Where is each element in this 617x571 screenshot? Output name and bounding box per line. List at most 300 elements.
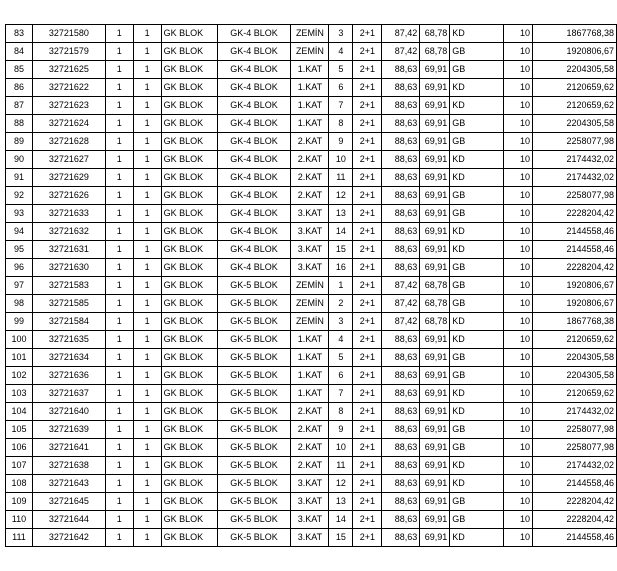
cell-col-a: 1: [105, 259, 133, 277]
cell-block-group: GK BLOK: [161, 457, 217, 475]
cell-row-number: 99: [6, 313, 33, 331]
cell-floor: 3.KAT: [291, 259, 329, 277]
table-row: [6, 43, 617, 61]
table-row: [6, 331, 617, 349]
cell-direction: KD: [450, 25, 504, 43]
cell-floor: 1.KAT: [291, 349, 329, 367]
cell-direction: KD: [450, 79, 504, 97]
cell-block-name: GK-4 BLOK: [217, 115, 291, 133]
cell-room-type: 2+1: [353, 511, 382, 529]
cell-unit-number: 14: [329, 223, 353, 241]
cell-gross-area: 88,63: [382, 187, 420, 205]
cell-room-type: 2+1: [353, 205, 382, 223]
cell-gross-area: 87,42: [382, 25, 420, 43]
cell-floor: ZEMİN: [291, 295, 329, 313]
cell-block-group: GK BLOK: [161, 259, 217, 277]
cell-col-b: 1: [133, 25, 161, 43]
cell-col-b: 1: [133, 97, 161, 115]
cell-col-a: 1: [105, 403, 133, 421]
cell-block-name: GK-4 BLOK: [217, 205, 291, 223]
cell-unit-number: 4: [329, 43, 353, 61]
cell-col-a: 1: [105, 493, 133, 511]
cell-count: 10: [504, 97, 533, 115]
cell-price: 2204305,58: [533, 367, 617, 385]
cell-net-area: 69,91: [420, 241, 450, 259]
cell-block-group: GK BLOK: [161, 115, 217, 133]
cell-room-type: 2+1: [353, 457, 382, 475]
cell-room-type: 2+1: [353, 277, 382, 295]
cell-col-a: 1: [105, 241, 133, 259]
cell-col-b: 1: [133, 133, 161, 151]
cell-col-a: 1: [105, 439, 133, 457]
cell-unit-id: 32721584: [32, 313, 105, 331]
cell-net-area: 69,91: [420, 457, 450, 475]
cell-direction: KD: [450, 313, 504, 331]
cell-count: 10: [504, 133, 533, 151]
cell-col-a: 1: [105, 331, 133, 349]
cell-block-group: GK BLOK: [161, 349, 217, 367]
cell-gross-area: 88,63: [382, 223, 420, 241]
cell-floor: 2.KAT: [291, 403, 329, 421]
cell-block-name: GK-4 BLOK: [217, 43, 291, 61]
cell-unit-number: 13: [329, 493, 353, 511]
cell-row-number: 111: [6, 529, 33, 547]
cell-floor: 3.KAT: [291, 475, 329, 493]
cell-col-b: 1: [133, 385, 161, 403]
table-row: [6, 529, 617, 547]
cell-block-group: GK BLOK: [161, 529, 217, 547]
listing-table: [5, 24, 617, 547]
cell-block-name: GK-4 BLOK: [217, 97, 291, 115]
cell-row-number: 106: [6, 439, 33, 457]
cell-price: 1920806,67: [533, 43, 617, 61]
cell-floor: 3.KAT: [291, 493, 329, 511]
cell-unit-number: 8: [329, 403, 353, 421]
cell-block-name: GK-5 BLOK: [217, 457, 291, 475]
cell-gross-area: 88,63: [382, 205, 420, 223]
cell-gross-area: 88,63: [382, 475, 420, 493]
cell-gross-area: 88,63: [382, 439, 420, 457]
cell-net-area: 69,91: [420, 97, 450, 115]
cell-block-name: GK-4 BLOK: [217, 79, 291, 97]
cell-direction: KD: [450, 223, 504, 241]
cell-block-group: GK BLOK: [161, 439, 217, 457]
cell-price: 2174432,02: [533, 169, 617, 187]
cell-col-b: 1: [133, 529, 161, 547]
cell-block-name: GK-5 BLOK: [217, 511, 291, 529]
cell-unit-id: 32721631: [32, 241, 105, 259]
cell-count: 10: [504, 295, 533, 313]
cell-room-type: 2+1: [353, 241, 382, 259]
cell-room-type: 2+1: [353, 61, 382, 79]
cell-block-name: GK-4 BLOK: [217, 169, 291, 187]
cell-block-group: GK BLOK: [161, 295, 217, 313]
cell-unit-number: 7: [329, 97, 353, 115]
table-row: [6, 367, 617, 385]
cell-unit-number: 12: [329, 475, 353, 493]
cell-direction: KD: [450, 151, 504, 169]
cell-count: 10: [504, 511, 533, 529]
table-row: [6, 421, 617, 439]
cell-price: 2144558,46: [533, 529, 617, 547]
cell-block-group: GK BLOK: [161, 205, 217, 223]
cell-unit-id: 32721637: [32, 385, 105, 403]
cell-col-b: 1: [133, 295, 161, 313]
cell-block-group: GK BLOK: [161, 169, 217, 187]
cell-col-b: 1: [133, 403, 161, 421]
cell-room-type: 2+1: [353, 475, 382, 493]
cell-net-area: 69,91: [420, 151, 450, 169]
cell-net-area: 69,91: [420, 439, 450, 457]
cell-gross-area: 88,63: [382, 97, 420, 115]
table-row: [6, 241, 617, 259]
cell-unit-id: 32721630: [32, 259, 105, 277]
cell-price: 2144558,46: [533, 241, 617, 259]
cell-direction: GB: [450, 349, 504, 367]
cell-unit-number: 11: [329, 169, 353, 187]
cell-unit-number: 5: [329, 349, 353, 367]
cell-block-group: GK BLOK: [161, 79, 217, 97]
cell-room-type: 2+1: [353, 259, 382, 277]
cell-block-name: GK-4 BLOK: [217, 187, 291, 205]
cell-price: 2144558,46: [533, 475, 617, 493]
cell-floor: 3.KAT: [291, 241, 329, 259]
cell-room-type: 2+1: [353, 313, 382, 331]
cell-room-type: 2+1: [353, 493, 382, 511]
cell-count: 10: [504, 43, 533, 61]
cell-col-a: 1: [105, 421, 133, 439]
cell-gross-area: 87,42: [382, 313, 420, 331]
cell-col-b: 1: [133, 43, 161, 61]
cell-count: 10: [504, 187, 533, 205]
cell-unit-id: 32721640: [32, 403, 105, 421]
cell-unit-number: 15: [329, 529, 353, 547]
cell-block-group: GK BLOK: [161, 241, 217, 259]
cell-block-name: GK-5 BLOK: [217, 367, 291, 385]
cell-gross-area: 88,63: [382, 349, 420, 367]
cell-unit-id: 32721635: [32, 331, 105, 349]
cell-block-group: GK BLOK: [161, 493, 217, 511]
cell-col-a: 1: [105, 349, 133, 367]
cell-unit-number: 11: [329, 457, 353, 475]
table-row: [6, 493, 617, 511]
cell-room-type: 2+1: [353, 187, 382, 205]
cell-unit-number: 9: [329, 133, 353, 151]
cell-net-area: 69,91: [420, 367, 450, 385]
cell-col-b: 1: [133, 493, 161, 511]
cell-price: 2204305,58: [533, 115, 617, 133]
cell-price: 2120659,62: [533, 385, 617, 403]
cell-block-group: GK BLOK: [161, 151, 217, 169]
cell-unit-number: 15: [329, 241, 353, 259]
cell-col-a: 1: [105, 529, 133, 547]
cell-net-area: 69,91: [420, 493, 450, 511]
cell-count: 10: [504, 331, 533, 349]
cell-direction: GB: [450, 187, 504, 205]
cell-col-b: 1: [133, 367, 161, 385]
cell-gross-area: 88,63: [382, 241, 420, 259]
cell-gross-area: 88,63: [382, 79, 420, 97]
cell-col-a: 1: [105, 169, 133, 187]
cell-unit-id: 32721580: [32, 25, 105, 43]
cell-row-number: 85: [6, 61, 33, 79]
cell-direction: GB: [450, 133, 504, 151]
cell-unit-id: 32721641: [32, 439, 105, 457]
cell-net-area: 69,91: [420, 133, 450, 151]
table-row: [6, 133, 617, 151]
cell-block-group: GK BLOK: [161, 277, 217, 295]
cell-floor: 3.KAT: [291, 529, 329, 547]
cell-unit-id: 32721628: [32, 133, 105, 151]
cell-row-number: 90: [6, 151, 33, 169]
cell-col-a: 1: [105, 223, 133, 241]
cell-col-b: 1: [133, 349, 161, 367]
table-row: [6, 169, 617, 187]
cell-room-type: 2+1: [353, 79, 382, 97]
cell-floor: ZEMİN: [291, 43, 329, 61]
cell-count: 10: [504, 259, 533, 277]
cell-row-number: 89: [6, 133, 33, 151]
cell-direction: GB: [450, 511, 504, 529]
table-row: [6, 151, 617, 169]
cell-gross-area: 88,63: [382, 61, 420, 79]
cell-block-group: GK BLOK: [161, 97, 217, 115]
cell-net-area: 69,91: [420, 403, 450, 421]
cell-unit-id: 32721579: [32, 43, 105, 61]
cell-net-area: 68,78: [420, 25, 450, 43]
cell-unit-id: 32721633: [32, 205, 105, 223]
cell-unit-id: 32721585: [32, 295, 105, 313]
cell-net-area: 69,91: [420, 223, 450, 241]
cell-col-a: 1: [105, 133, 133, 151]
cell-count: 10: [504, 25, 533, 43]
cell-col-b: 1: [133, 223, 161, 241]
cell-count: 10: [504, 475, 533, 493]
cell-net-area: 69,91: [420, 61, 450, 79]
cell-row-number: 96: [6, 259, 33, 277]
cell-room-type: 2+1: [353, 439, 382, 457]
cell-row-number: 84: [6, 43, 33, 61]
cell-block-name: GK-5 BLOK: [217, 475, 291, 493]
cell-gross-area: 88,63: [382, 133, 420, 151]
cell-col-a: 1: [105, 277, 133, 295]
table-row: [6, 205, 617, 223]
cell-room-type: 2+1: [353, 115, 382, 133]
cell-row-number: 104: [6, 403, 33, 421]
cell-price: 2144558,46: [533, 223, 617, 241]
cell-row-number: 83: [6, 25, 33, 43]
cell-row-number: 95: [6, 241, 33, 259]
cell-block-group: GK BLOK: [161, 313, 217, 331]
cell-block-group: GK BLOK: [161, 187, 217, 205]
cell-room-type: 2+1: [353, 43, 382, 61]
cell-room-type: 2+1: [353, 25, 382, 43]
table-row: [6, 79, 617, 97]
cell-count: 10: [504, 115, 533, 133]
cell-unit-id: 32721643: [32, 475, 105, 493]
cell-price: 2228204,42: [533, 259, 617, 277]
cell-count: 10: [504, 205, 533, 223]
cell-gross-area: 88,63: [382, 493, 420, 511]
cell-col-a: 1: [105, 205, 133, 223]
cell-block-name: GK-4 BLOK: [217, 223, 291, 241]
cell-unit-number: 5: [329, 61, 353, 79]
cell-block-group: GK BLOK: [161, 61, 217, 79]
cell-gross-area: 88,63: [382, 151, 420, 169]
cell-price: 2120659,62: [533, 97, 617, 115]
table-row: [6, 403, 617, 421]
cell-price: 1867768,38: [533, 25, 617, 43]
cell-floor: 1.KAT: [291, 385, 329, 403]
cell-block-name: GK-4 BLOK: [217, 151, 291, 169]
cell-room-type: 2+1: [353, 349, 382, 367]
cell-unit-id: 32721629: [32, 169, 105, 187]
cell-price: 1920806,67: [533, 277, 617, 295]
cell-net-area: 69,91: [420, 475, 450, 493]
cell-unit-id: 32721624: [32, 115, 105, 133]
cell-floor: 3.KAT: [291, 511, 329, 529]
table-row: [6, 223, 617, 241]
cell-unit-number: 14: [329, 511, 353, 529]
cell-unit-id: 32721625: [32, 61, 105, 79]
cell-net-area: 69,91: [420, 385, 450, 403]
cell-row-number: 101: [6, 349, 33, 367]
cell-room-type: 2+1: [353, 385, 382, 403]
cell-block-name: GK-5 BLOK: [217, 529, 291, 547]
cell-direction: KD: [450, 331, 504, 349]
cell-net-area: 68,78: [420, 295, 450, 313]
cell-block-name: GK-5 BLOK: [217, 385, 291, 403]
cell-net-area: 69,91: [420, 529, 450, 547]
cell-unit-id: 32721636: [32, 367, 105, 385]
cell-unit-number: 3: [329, 25, 353, 43]
cell-col-a: 1: [105, 61, 133, 79]
cell-block-group: GK BLOK: [161, 385, 217, 403]
cell-block-group: GK BLOK: [161, 421, 217, 439]
cell-net-area: 69,91: [420, 79, 450, 97]
cell-room-type: 2+1: [353, 367, 382, 385]
cell-block-name: GK-5 BLOK: [217, 349, 291, 367]
cell-unit-number: 4: [329, 331, 353, 349]
cell-row-number: 108: [6, 475, 33, 493]
cell-unit-id: 32721623: [32, 97, 105, 115]
cell-direction: GB: [450, 115, 504, 133]
cell-floor: 2.KAT: [291, 421, 329, 439]
cell-floor: 2.KAT: [291, 439, 329, 457]
cell-row-number: 102: [6, 367, 33, 385]
cell-block-name: GK-5 BLOK: [217, 295, 291, 313]
cell-floor: ZEMİN: [291, 25, 329, 43]
cell-gross-area: 88,63: [382, 385, 420, 403]
cell-col-b: 1: [133, 151, 161, 169]
cell-net-area: 69,91: [420, 205, 450, 223]
cell-row-number: 107: [6, 457, 33, 475]
cell-block-name: GK-5 BLOK: [217, 421, 291, 439]
cell-col-a: 1: [105, 97, 133, 115]
cell-unit-id: 32721639: [32, 421, 105, 439]
cell-col-a: 1: [105, 43, 133, 61]
cell-row-number: 92: [6, 187, 33, 205]
cell-col-a: 1: [105, 313, 133, 331]
cell-block-group: GK BLOK: [161, 133, 217, 151]
cell-block-name: GK-5 BLOK: [217, 493, 291, 511]
cell-unit-number: 6: [329, 79, 353, 97]
cell-row-number: 94: [6, 223, 33, 241]
cell-row-number: 100: [6, 331, 33, 349]
cell-direction: KD: [450, 403, 504, 421]
cell-count: 10: [504, 151, 533, 169]
cell-gross-area: 87,42: [382, 43, 420, 61]
cell-block-name: GK-4 BLOK: [217, 61, 291, 79]
cell-direction: KD: [450, 457, 504, 475]
cell-count: 10: [504, 277, 533, 295]
cell-col-a: 1: [105, 511, 133, 529]
cell-unit-id: 32721627: [32, 151, 105, 169]
cell-row-number: 93: [6, 205, 33, 223]
cell-block-name: GK-4 BLOK: [217, 133, 291, 151]
cell-price: 2174432,02: [533, 151, 617, 169]
cell-floor: 2.KAT: [291, 457, 329, 475]
cell-row-number: 86: [6, 79, 33, 97]
cell-price: 2258077,98: [533, 421, 617, 439]
cell-row-number: 109: [6, 493, 33, 511]
cell-price: 2258077,98: [533, 187, 617, 205]
cell-row-number: 110: [6, 511, 33, 529]
cell-unit-number: 12: [329, 187, 353, 205]
cell-direction: GB: [450, 61, 504, 79]
cell-gross-area: 87,42: [382, 295, 420, 313]
cell-net-area: 69,91: [420, 511, 450, 529]
cell-col-b: 1: [133, 115, 161, 133]
cell-col-b: 1: [133, 61, 161, 79]
cell-direction: KD: [450, 475, 504, 493]
cell-direction: GB: [450, 43, 504, 61]
cell-price: 2204305,58: [533, 61, 617, 79]
cell-col-a: 1: [105, 115, 133, 133]
cell-unit-number: 2: [329, 295, 353, 313]
cell-count: 10: [504, 385, 533, 403]
cell-unit-number: 3: [329, 313, 353, 331]
cell-count: 10: [504, 529, 533, 547]
cell-price: 1920806,67: [533, 295, 617, 313]
cell-unit-number: 1: [329, 277, 353, 295]
cell-block-name: GK-5 BLOK: [217, 313, 291, 331]
cell-unit-id: 32721642: [32, 529, 105, 547]
cell-unit-number: 7: [329, 385, 353, 403]
cell-count: 10: [504, 439, 533, 457]
cell-unit-number: 8: [329, 115, 353, 133]
cell-col-a: 1: [105, 367, 133, 385]
cell-count: 10: [504, 349, 533, 367]
cell-block-name: GK-4 BLOK: [217, 259, 291, 277]
cell-floor: 2.KAT: [291, 151, 329, 169]
cell-block-name: GK-4 BLOK: [217, 241, 291, 259]
cell-direction: GB: [450, 295, 504, 313]
cell-floor: 1.KAT: [291, 115, 329, 133]
cell-floor: ZEMİN: [291, 277, 329, 295]
cell-gross-area: 87,42: [382, 277, 420, 295]
cell-price: 2258077,98: [533, 133, 617, 151]
table-row: [6, 385, 617, 403]
cell-col-b: 1: [133, 241, 161, 259]
cell-net-area: 69,91: [420, 187, 450, 205]
cell-direction: KD: [450, 529, 504, 547]
cell-col-b: 1: [133, 457, 161, 475]
cell-price: 2174432,02: [533, 403, 617, 421]
table-row: [6, 475, 617, 493]
cell-net-area: 69,91: [420, 259, 450, 277]
cell-net-area: 68,78: [420, 313, 450, 331]
